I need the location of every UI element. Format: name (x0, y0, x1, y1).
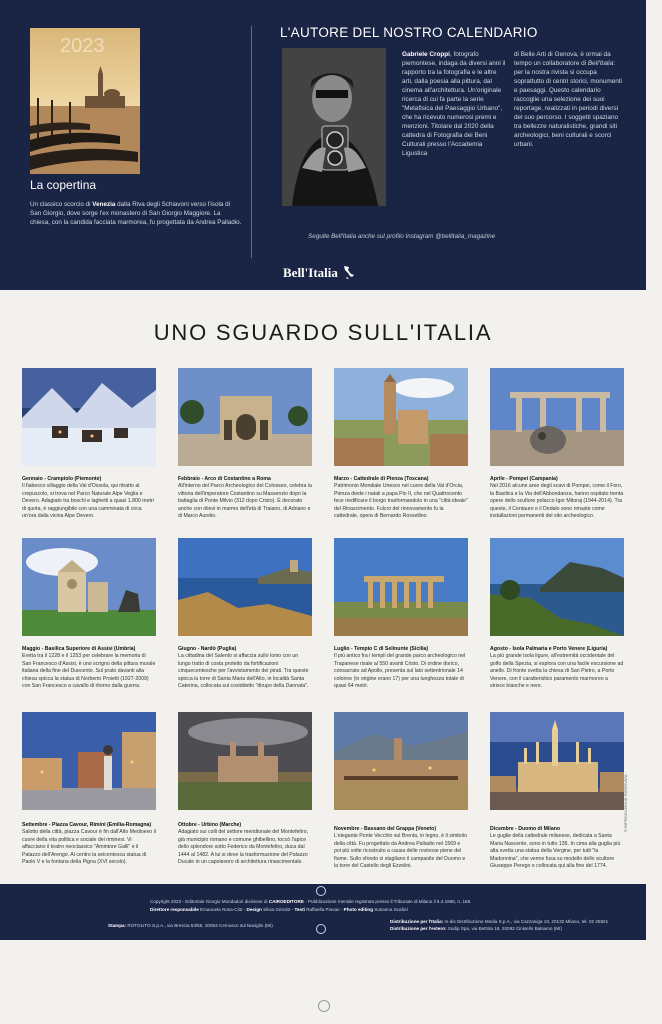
photo-gennaio-crampiolo (22, 368, 156, 466)
photo-febbraio-arco-costantino (178, 368, 312, 466)
caption-maggio: Maggio - Basilica Superiore di Assisi (Umbria) Eretta tra il 1228 e il 1253 per celebrare la memoria di San Francesco d'Assisi, è uno scrigno della pittura murale italiana della fine del Duecento. Sul prato davanti alla chiesa spicca la statua di Norberto Proietti (1927-2009) con San Francesco a cavallo di ritorno dalla guerra. (22, 646, 156, 690)
caption-ottobre: Ottobre - Urbino (Marche) Adagiato sui colli del settore meridionale del Montefeltro, già municipio romano e comune ghibellino, toccò l'apice dello splendore sotto Federico da Montefeltro, duca dal 1444 al 1482. A lui si deve la trasformazione del Palazzo Ducale in un capolavoro di architettura rinascimentale. (178, 822, 309, 866)
caption-settembre: Settembre - Piazza Cavour, Rimini (Emilia-Romagna) Salotto della città, piazza Cavour è fin dall'Alto Medioevo il cuore della vita politica e sociale dei riminesi. Vi affacciano il teatro neoclassico "Amintore Galli" e il Palazzo dell'Arengo. Al centro la seicentesca statua di Paolo V e la fontana della Pigna (XVI secolo). (22, 822, 156, 866)
photo-ottobre-urbino (178, 712, 312, 810)
cover-description: Un classico scorcio di Venezia dalla Riva degli Schiavoni verso l'isola di San Giorgio, dove sorge l'ex monastero di San Giorgio Maggiore. La chiesa, con la candida facciata marmorea, fu progettata da Andrea Palladio. (30, 201, 242, 226)
caption-agosto: Agosto - Isola Palmaria e Porto Venere (Liguria) La più grande isola ligure, all'estremità occidentale del golfo della Spezia, si esplora con una facile escursione ad anello. Di fronte svetta la chiesa di San Pietro, a Porto Venere, con il caratteristico paramento marmoreo a strisce bianche e nere. (490, 646, 624, 690)
photo-maggio-assisi (22, 538, 156, 636)
caption-dicembre: Dicembre - Duomo di Milano Le guglie della cattedrale milanese, dedicata a Santa Maria Nascente, sono in tutto 135. In cima alla guglia più alta svetta una statua della Vergine, per tutti "la Madonnina", che venne fusa su modello dello scultore Giuseppe Perego e collocata qui alla fine del 1774. (490, 826, 621, 870)
cover-title: La copertina (30, 178, 97, 192)
footer-copyright-line: Copyright 2022 - Editoriale Giorgio Mondadori divisione di CAIROEDITORE - Pubblicazione mensile registrata presso il Tribunale di Milano il 5.4.1986, n. 169. (150, 899, 472, 904)
binding-hole-bottom (318, 1000, 330, 1012)
footer-stampa: Stampa: ROTOLITO S.p.A., via Brescia 53/55, 20063 Cernusco sul Naviglio (MI) (108, 923, 273, 928)
cover-year: 2023 (60, 35, 105, 57)
caption-novembre: Novembre - Bassano del Grappa (Veneto) L'elegante Ponte Vecchio sul Brenta, in legno, è il simbolo della città. Fu progettato da Andrea Palladio nel 1569 e poi più volte ricostruito a causa delle rovinose piene del fiume. Sullo sfondo si stagliano il campanile del Duomo e la torre del Castello degli Ezzelini. (334, 826, 468, 870)
author-bio-column-2: di Belle Arti di Genova, è ormai da tempo un collaboratore di Bell'Italia: per la nostra rivista si occupa soprattutto di centri storici, monumenti e paesaggi. Questo calendario raccoglie una selezione dei suoi reportage, realizzati in periodi diversi del suo percorso. I soggetti spaziano tra bellezze naturalistiche, grandi siti archeologici, beni culturali e scorci urbani. (514, 51, 622, 148)
author-portrait-photo (282, 48, 386, 206)
author-bio-column-1: Gabriele Croppi, fotografo piemontese, indaga da diversi anni il rapporto tra la fotografia e le altre arti, dalla poesia alla pittura, dal cinema all'architettura. Un'originale ricerca di cui fa parte la serie "Metafisica del Paesaggio Urbano", che ha ricevuto numerosi premi e menzioni. Titolare dal 2020 della cattedra di Fotografia dei Beni Culturali presso l'Accademia Ligustica (402, 51, 506, 157)
panel-divider (251, 26, 252, 258)
page-title: UNO SGUARDO SULL'ITALIA (153, 320, 493, 345)
footer-staff-line: Direttore responsabile Emanuela Rosa-Clot - Design Silvia Gerolot - Testi Raffaella Piovan - Photo editing Susanna Scafuri (150, 907, 408, 912)
caption-febbraio: Febbraio - Arco di Costantino a Roma All'interno del Parco Archeologico del Colosseo, celebra la vittoria dell'imperatore Costantino su Massenzio dopo la battaglia di Ponte Milvio (312 dopo Cristo). È decorato anche con rilievi in marmo dell'età di Traiano, di Adriano e di Marco Aurelio. (178, 476, 312, 520)
author-heading: L'AUTORE DEL NOSTRO CALENDARIO (280, 25, 538, 40)
binding-hole-footer-top (316, 886, 326, 896)
cover-panel (0, 0, 646, 290)
italy-shape-icon (341, 265, 355, 279)
bellitalia-logo: Bell'Italia (283, 265, 355, 281)
footer-distribuzione-estero: Distribuzione per l'estero: Sodip Spa, via Bettola 18, 20092 Cinisello Balsamo (MI) (390, 926, 562, 931)
cover-photo-venice (30, 28, 140, 174)
photo-settembre-rimini (22, 712, 156, 810)
photo-luglio-selinunte (334, 538, 468, 636)
photo-marzo-pienza (334, 368, 468, 466)
photo-novembre-bassano (334, 712, 468, 810)
caption-gennaio: Gennaio - Crampiolo (Piemonte) Il fiabesco villaggio della Val d'Ossola, qui ritratto al crepuscolo, si trova nel Parco Naturale Alpe Veglia e Devero. Adagiato tra boschi e laghetti a quasi 1.800 metri di quota, è raggiungibile con una camminata di circa un'ora dalla vicina Alpe Devero. (22, 476, 154, 520)
copyright-side-note: © RIPRODUZIONE RISERVATA (623, 774, 628, 832)
caption-aprile: Aprile - Pompei (Campania) Nel 2016 alcune aree degli scavi di Pompei, come il Foro, la Basilica e la Via dell'Abbondanza, hanno ospitato trenta opere dello scultore polacco Igor Mitoraj (1944-2014). Tra queste, il Centauro e il Dedalo sono rimaste come installazioni permanenti del sito archeologico. (490, 476, 624, 520)
photo-dicembre-duomo-milano (490, 712, 624, 810)
caption-giugno: Giugno - Nardò (Puglia) La cittadina del Salento si affaccia sullo Ionio con un lungo tratto di costa protetto da fortificazioni cinquecentesche per l'avvistamento dei pirati. Tra queste spicca la torre di Santa Maria dell'Alto, in località Santa Caterina, collocata sul cosiddetto "dirupo della Dannata". (178, 646, 309, 690)
caption-marzo: Marzo - Cattedrale di Pienza (Toscana) Patrimonio Mondiale Unesco nel cuore della Val d'Orcia, Pienza diede i natali a papa Pio II, che nel Quattrocento fece riedificare il borgo trasformandolo in una "città ideale" del Rinascimento. Fulcro del rinnovamento fu la cattedrale, opera di Bernardo Rossellino. (334, 476, 468, 520)
photo-giugno-nardo (178, 538, 312, 636)
photo-aprile-pompei (490, 368, 624, 466)
photo-agosto-palmaria (490, 538, 624, 636)
instagram-note: Seguite Bell'Italia anche sul profilo Instagram @bellitalia_magazine (308, 233, 496, 240)
footer-credits (0, 884, 646, 940)
caption-luglio: Luglio - Tempio C di Selinunte (Sicilia) Il più antico fra i templi del grande parco archeologico nel Trapanese risale al 550 avanti Cristo. Di ordine dorico, consacrato ad Apollo, presenta sul lato settentrionale 14 colonne (in origine erano 17) per una lunghezza totale di quasi 64 metri. (334, 646, 466, 690)
footer-distribuzione-italia: Distribuzione per l'Italia: m-dis Distribuzione Media S.p.A., via Cazzaniga 19, 20132 Milano, tel. 02 25821 (390, 919, 609, 924)
binding-hole-footer-bottom (316, 924, 326, 934)
